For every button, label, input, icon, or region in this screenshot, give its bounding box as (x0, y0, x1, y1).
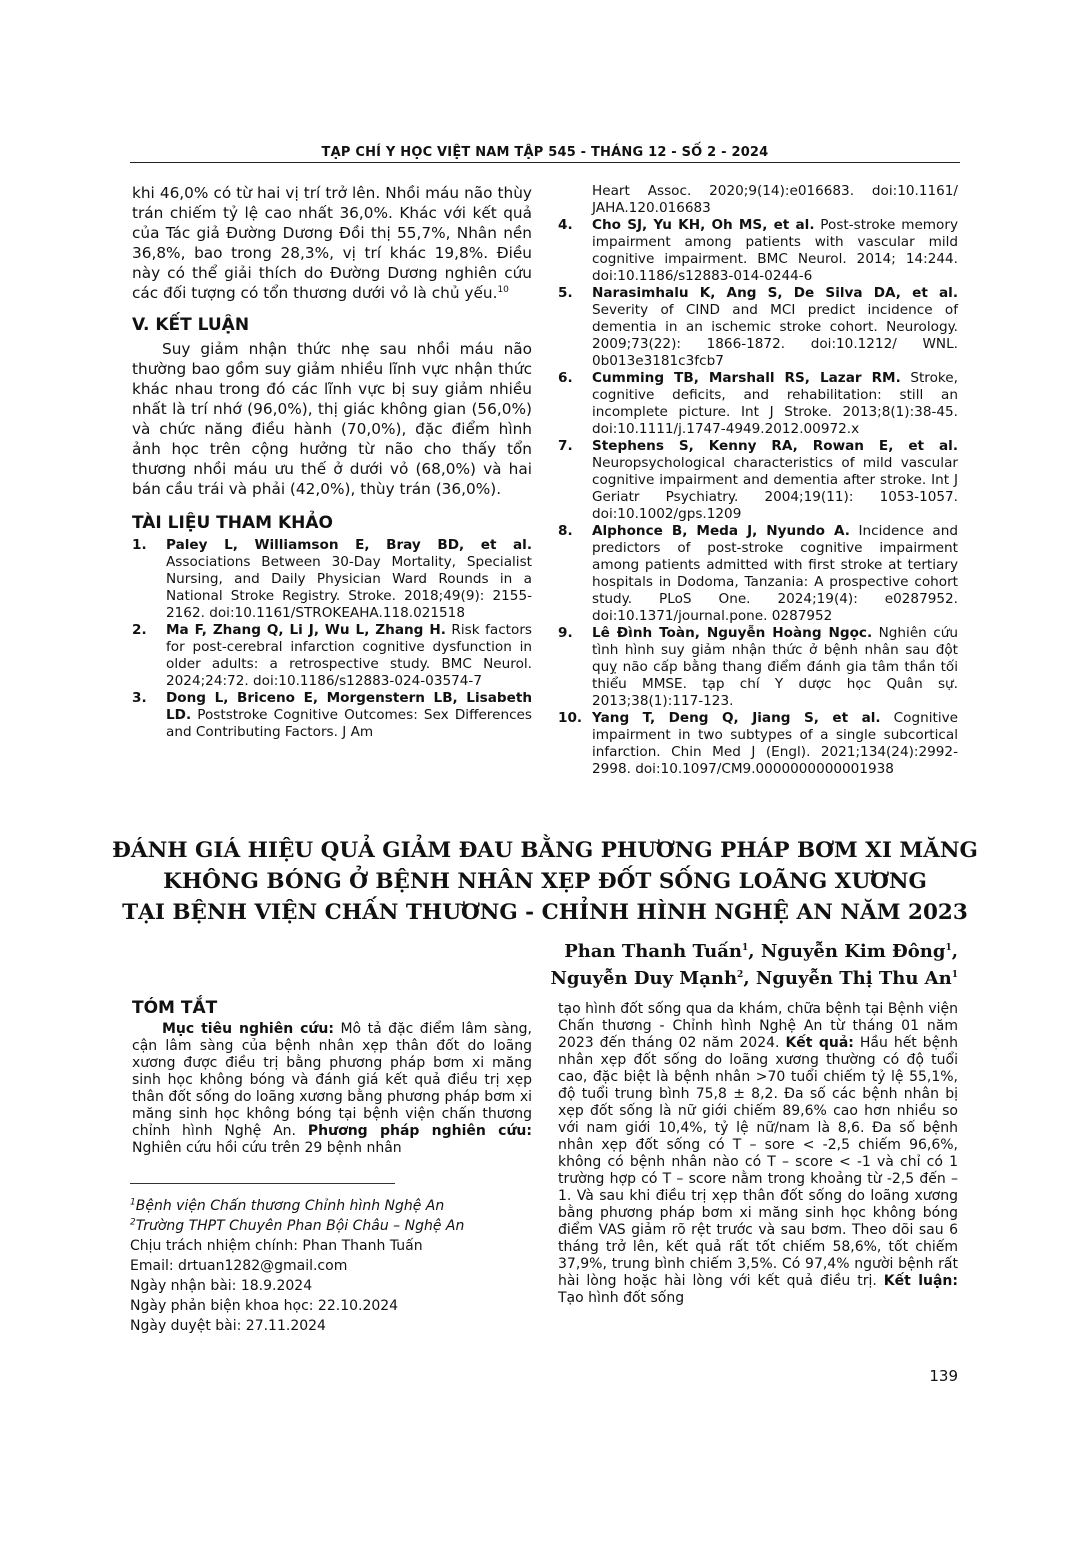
reference-item (132, 537, 532, 622)
journal-header: TẠP CHÍ Y HỌC VIỆT NAM TẬP 545 - THÁNG 12 - SỐ 2 - 2024 (321, 145, 769, 160)
author-line: Nguyễn Duy Mạnh$^2$, Nguyễn Thị Thu An$^1$ (550, 968, 958, 989)
page-number: 139 (929, 1367, 958, 1385)
footnote-affiliation (130, 1196, 550, 1216)
reference-authors: Yang T, Deng Q, Jiang S, et al. (592, 710, 881, 726)
abstract-text: tạo hình đốt sống qua da khám, chữa bệnh tại Bệnh viện Chấn thương - Chỉnh hình Nghệ An từ tháng 01 năm 2023 đến tháng 02 năm 2024. (558, 1001, 958, 1051)
reviewed-date: Ngày phản biện khoa học: 22.10.2024 (130, 1298, 399, 1314)
reference-authors: Cumming TB, Marshall RS, Lazar RM. (592, 370, 901, 386)
article-title (0, 835, 1090, 928)
reference-authors: Narasimhalu K, Ang S, De Silva DA, et al. (592, 285, 958, 301)
author-line: Phan Thanh Tuấn$^1$, Nguyễn Kim Đông$^1$, (564, 941, 958, 962)
reference-text: Nghiên cứu tình hình suy giảm nhận thức ở bệnh nhân sau đột quỵ não cấp bằng thang điểm đánh gia tâm thần tối thiểu MMSE. tạp chí Y dược học Quân sự. 2013;38(1):117-123. (592, 625, 958, 709)
reference-text: Severity of CIND and MCI predict incidence of dementia in an ischemic stroke cohort. Neurology. 2009;73(22): 1866-1872. doi:10.1212/ WNL. 0b013e3181c3fcb7 (592, 302, 958, 369)
reference-number: 8. (558, 523, 573, 539)
abstract-left (132, 1000, 532, 1157)
reference-item (132, 622, 532, 690)
reference-number: 9. (558, 625, 573, 641)
citation-sup: 10 (497, 284, 509, 295)
author-list (550, 938, 958, 992)
reference-text: Cognitive impairment in two subtypes of a single subcortical infarction. Chin Med J (Engl). 2021;134(24):2992-2998. doi:10.1097/CM9.0000000000001938 (592, 710, 958, 777)
reference-item (558, 217, 958, 285)
author-name: Nguyễn Kim Đông (760, 941, 946, 962)
reference-text: Heart Assoc. 2020;9(14):e016683. doi:10.1161/ JAHA.120.016683 (592, 183, 958, 216)
abstract-text: Hầu hết bệnh nhân xẹp đốt sống do loãng xương thường có độ tuổi cao, đặc biệt là bệnh nhân >70 tuổi chiếm tỷ lệ 55,1%, độ tuổi trung bình 75,8 ± 8,2. Đa số các bệnh nhân bị xẹp đốt sống là nữ giới chiếm 89,6% cao hơn nhiều so với nam giới 10,4%, tỷ lệ nữ/nam là 8,6. Đa số bệnh nhân xẹp đốt sống có T – sore < -2,5 chiếm 96,6%, không có bệnh nhân nào có T – score < -1 và chỉ có 1 trường hợp có T – score nằm trong khoảng từ -2,5 đến – 1. Và sau khi điều trị xẹp thân đốt sống do loãng xương bằng phương pháp bơm xi măng sinh học không bóng điểm VAS giảm rõ rệt trước và sau bơm. Theo dõi sau 6 tháng trở lên, kết quả rất tốt chiếm 58,6%, tốt chiếm 37,9%, trung bình chiếm 3,5%. Có 97,4% người bệnh rất hài lòng hoặc hài lòng với kết quả điều trị. (558, 1035, 959, 1289)
author-name: Phan Thanh Tuấn (564, 941, 743, 962)
reference-authors: Cho SJ, Yu KH, Oh MS, et al. (592, 217, 815, 233)
article-title-line: TẠI BỆNH VIỆN CHẤN THƯƠNG - CHỈNH HÌNH NGHỆ AN NĂM 2023 (122, 900, 968, 925)
reference-text: Associations Between 30-Day Mortality, Specialist Nursing, and Daily Physician Ward Rounds in a National Stroke Registry. Stroke. 2018;49(9): 2155-2162. doi:10.1161/STROKEAHA.118.021518 (166, 554, 532, 621)
reference-authors: Dong L, Briceno E, Morgenstern LB, Lisabeth LD. (166, 690, 532, 723)
reference-item (132, 690, 532, 741)
reference-number: 6. (558, 370, 573, 386)
reference-authors: Stephens S, Kenny RA, Rowan E, et al. (592, 438, 958, 454)
reference-number: 3. (132, 690, 147, 706)
abstract-label: Kết luận: (883, 1273, 958, 1289)
article-title-line: ĐÁNH GIÁ HIỆU QUẢ GIẢM ĐAU BẰNG PHƯƠNG PHÁP BƠM XI MĂNG (112, 838, 978, 863)
received-date: Ngày nhận bài: 18.9.2024 (130, 1278, 313, 1294)
reference-number: 1. (132, 537, 147, 553)
article-title-line: KHÔNG BÓNG Ở BỆNH NHÂN XẸP ĐỐT SỐNG LOÃNG XƯƠNG (163, 869, 927, 894)
reference-text: Stroke, cognitive deficits, and rehabilitation: still an incomplete picture. Int J Stroke. 2013;8(1):38-45. doi:10.1111/j.1747-4949.2012.00972.x (592, 370, 958, 437)
reference-continuation (558, 183, 958, 217)
reference-text: Incidence and predictors of post-stroke cognitive impairment among patients admitted with first stroke at tertiary hospitals in Dodoma, Tanzania: A prospective cohort study. PLoS One. 2024;19(4): e0287952. doi:10.1371/journal.pone. 0287952 (592, 523, 958, 624)
reference-number: 10. (558, 710, 583, 726)
footnote-affiliation (130, 1216, 550, 1236)
discussion-paragraph (132, 183, 532, 303)
reference-item (558, 285, 958, 370)
footnote-text: Trường THPT Chuyên Phan Bội Châu – Nghệ An (135, 1218, 465, 1234)
discussion-text: khi 46,0% có từ hai vị trí trở lên. Nhồi máu não thùy trán chiếm tỷ lệ cao nhất 36,0%. Khác với kết quả của Tác giả Đường Dương Đồi thị 55,7%, Nhân nền 36,8%, bao trong 28,3%, vị trí khác 19,8%. Điều này có thể giải thích do Đường Dương nghiên cứu các đối tượng có tổn thương dưới vỏ là chủ yếu. (132, 184, 532, 302)
reference-number: 7. (558, 438, 573, 454)
reference-item (558, 625, 958, 710)
left-column-upper (132, 183, 532, 741)
conclusion-paragraph: Suy giảm nhận thức nhẹ sau nhồi máu não thường bao gồm suy giảm nhiều lĩnh vực nhận thức khác nhau trong đó các lĩnh vực bị suy giảm nhiều nhất là trí nhớ (96,0%), thị giác không gian (56,0%) và chức năng điều hành (70,0%), đặc điểm hình ảnh học trên cộng hưởng từ não cho thấy tổn thương nhồi máu ưu thế ở dưới vỏ (68,0%) và hai bán cầu trái và phải (42,0%), thùy trán (36,0%). (132, 340, 532, 498)
right-column-upper (558, 183, 958, 778)
conclusion-heading: V. KẾT LUẬN (132, 315, 250, 335)
reference-text: Risk factors for post-cerebral infarction cognitive dysfunction in older adults: a retrospective study. BMC Neurol. 2024;24:72. doi:10.1186/s12883-024-03574-7 (166, 622, 532, 689)
affiliation-sup: 1 (951, 970, 958, 980)
footnote-rule (130, 1183, 395, 1184)
abstract-text: Mô tả đặc điểm lâm sàng, cận lâm sàng của bệnh nhân xẹp thân đốt do loãng xương được điều trị bằng phương pháp bơm xi măng sinh học không bóng và đánh giá kết quả điều trị xẹp thân đốt sống do loãng xương bằng phương pháp bơm xi măng sinh học không bóng tại bệnh viện chấn thương chỉnh hình Nghệ An. (132, 1021, 532, 1139)
reference-number: 4. (558, 217, 573, 233)
abstract-heading: TÓM TẮT (132, 998, 218, 1018)
reference-text: Post-stroke memory impairment among patients with vascular mild cognitive impairment. BMC Neurol. 2014; 14:244. doi:10.1186/s12883-014-0244-6 (592, 217, 959, 284)
references-heading: TÀI LIỆU THAM KHẢO (132, 513, 333, 533)
reference-authors: Lê Đình Toàn, Nguyễn Hoàng Ngọc. (592, 625, 873, 641)
affiliation-sup: 2 (130, 1217, 136, 1228)
abstract-label: Kết quả: (785, 1035, 854, 1051)
abstract-text: Tạo hình đốt sống (558, 1290, 685, 1306)
header-rule (130, 162, 960, 163)
email: Email: drtuan1282@gmail.com (130, 1258, 348, 1274)
author-name: Nguyễn Thị Thu An (755, 968, 952, 989)
accepted-date: Ngày duyệt bài: 27.11.2024 (130, 1318, 326, 1334)
reference-text: Poststroke Cognitive Outcomes: Sex Differences and Contributing Factors. J Am (166, 707, 532, 740)
corresponding-author: Chịu trách nhiệm chính: Phan Thanh Tuấn (130, 1238, 423, 1254)
affiliation-sup: 1 (130, 1197, 136, 1208)
reference-item (558, 710, 958, 778)
reference-text: Neuropsychological characteristics of mild vascular cognitive impairment and dementia after stroke. Int J Geriatr Psychiatry. 2004;19(11): 1053-1057. doi:10.1002/gps.1209 (592, 455, 958, 522)
footnote-text: Bệnh viện Chấn thương Chỉnh hình Nghệ An (135, 1198, 445, 1214)
abstract-label: Phương pháp nghiên cứu: (307, 1123, 533, 1139)
reference-authors: Paley L, Williamson E, Bray BD, et al. (166, 537, 532, 553)
reference-item (558, 370, 958, 438)
abstract-paragraph (558, 1001, 958, 1307)
reference-item (558, 523, 958, 625)
abstract-paragraph (132, 1021, 532, 1157)
reference-authors: Ma F, Zhang Q, Li J, Wu L, Zhang H. (166, 622, 446, 638)
author-name: Nguyễn Duy Mạnh (550, 968, 738, 989)
abstract-label: Mục tiêu nghiên cứu: (162, 1021, 334, 1037)
reference-authors: Alphonce B, Meda J, Nyundo A. (592, 523, 850, 539)
reference-item (558, 438, 958, 523)
footnotes (130, 1196, 550, 1336)
affiliation-sup: 2 (737, 970, 744, 980)
reference-number: 5. (558, 285, 573, 301)
abstract-text: Nghiên cứu hồi cứu trên 29 bệnh nhân (132, 1140, 402, 1156)
affiliation-sup: 1 (945, 943, 952, 953)
abstract-right (558, 1001, 958, 1307)
reference-number: 2. (132, 622, 147, 638)
affiliation-sup: 1 (742, 943, 749, 953)
